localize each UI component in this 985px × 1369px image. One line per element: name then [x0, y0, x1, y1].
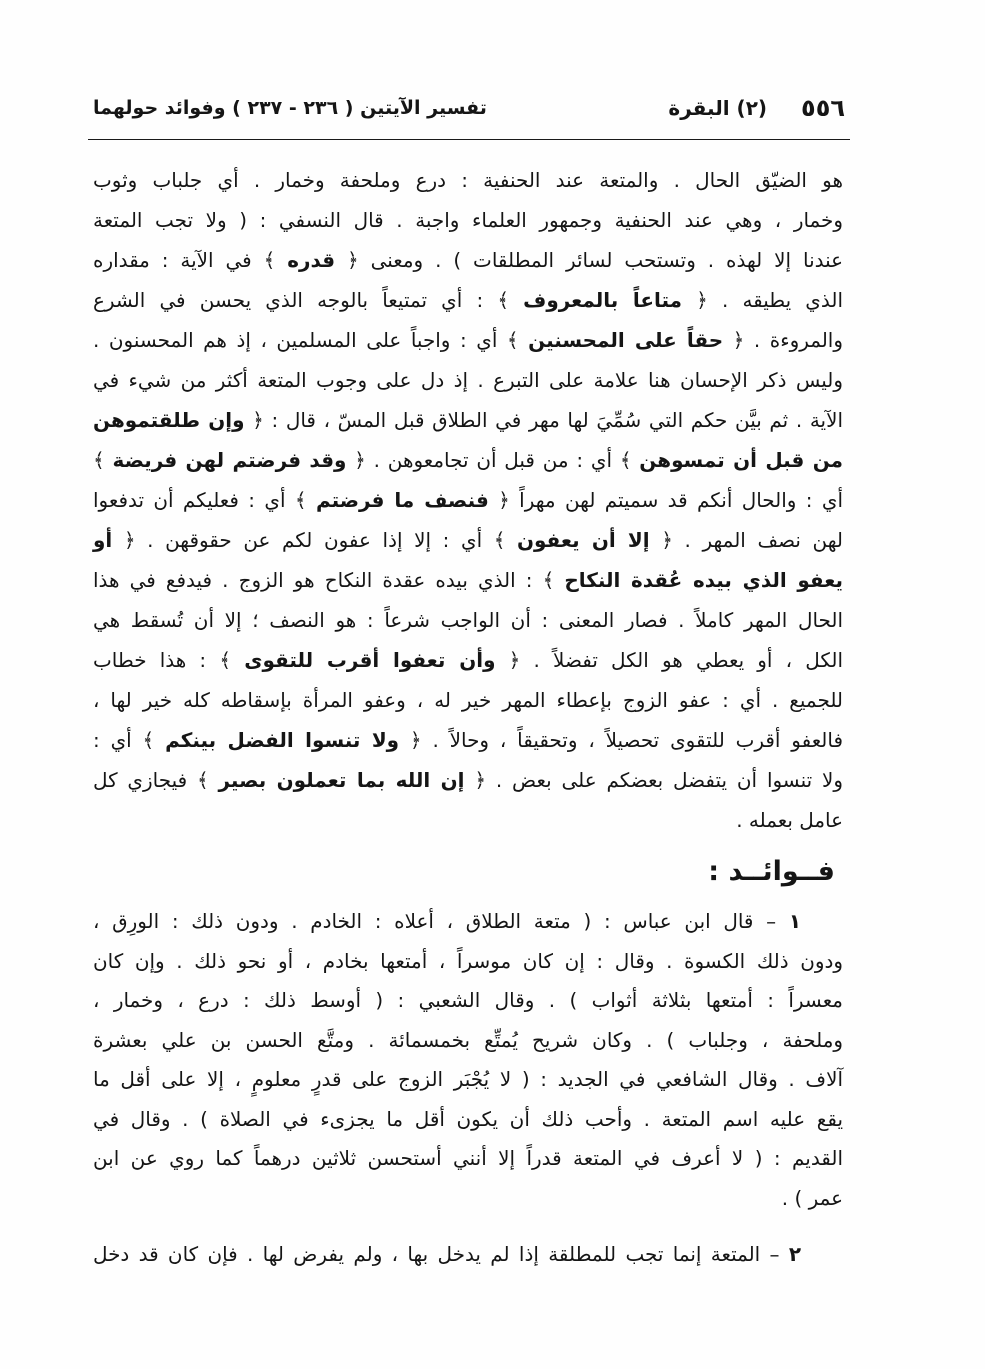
text-run: ﴾ : الذي بيده عقدة النكاح هو الزوج . فيدفع في هذا [93, 568, 565, 592]
text-line [93, 1179, 843, 1219]
text-run: الحال المهر كاملاً . فصار المعنى : أن الواجب شرعاً : هو النصف ؛ إلا أن تُسقط هي [93, 608, 843, 632]
text-line [93, 280, 843, 320]
text-line [93, 440, 843, 480]
text-line [93, 360, 843, 400]
header-rule [88, 139, 850, 140]
text-line [93, 320, 843, 360]
page-number: ٥٥٦ [801, 94, 845, 122]
text-run: الذي يطيقه . ﴿ [682, 288, 843, 312]
text-run: فالعفو أقرب للتقوى تحصيلاً ، وتحقيقاً ، وحالاً . ﴿ [399, 728, 843, 752]
text-run: وملحفة ، وجلباب ) . وكان شريح يُمتِّع بخمسمائة . ومتَّع الحسن بن علي بعشرة [93, 1027, 843, 1052]
text-run: يقع عليه اسم المتعة . وأحب ذلك أن يكون أقل ما يجزىء في الصلاة ) . وقال في [93, 1106, 843, 1131]
text-run: ﴾ : هذا خطاب [93, 648, 245, 672]
text-run: ﴾ فيجازي كل [93, 768, 219, 792]
text-run: ودون ذلك الكسوة . وقال : إن كان موسراً ، أمتعها بخادم ، أو نحو ذلك . وإن كان [93, 948, 843, 973]
text-run: ﴾ أي : واجباً على المسلمين ، إذ هم المحسنون . [93, 328, 529, 352]
text-line [93, 680, 843, 720]
emphasized-text: يعفو الذي بيده عُقدة النكاح [564, 568, 843, 592]
text-line [93, 942, 843, 982]
text-line [93, 1139, 843, 1179]
text-run: للجميع . أي : عفو الزوج بإعطاء المهر خير له ، وعفو المرأة بإسقاطه كله خير لها ، [93, 688, 843, 712]
text-line [93, 800, 843, 840]
emphasized-text: ١ [788, 909, 801, 933]
text-run: ولا تنسوا أن يتفضل بعضكم على بعض . ﴿ [464, 768, 843, 792]
text-line [93, 200, 843, 240]
emphasized-text: ٢ [788, 1242, 801, 1266]
emphasized-text: إن الله بما تعملون بصير [218, 768, 465, 792]
text-line [93, 640, 843, 680]
text-run: معسراً : أمتعها بثلاثة أثواب ) . وقال الشعبي : ( أوسط ذلك : درع ، وخمار ، [93, 988, 843, 1012]
benefit-item [93, 902, 843, 1218]
header-page-info [668, 94, 845, 122]
text-run: هو الضيّق الحال . والمتعة عند الحنفية : درع وملحفة وخمار . أي جلباب وثوب [93, 168, 843, 192]
running-header [93, 90, 845, 126]
commentary-paragraph [93, 160, 843, 840]
text-line [93, 760, 843, 800]
emphasized-text: حقاً على المحسنين [528, 328, 724, 352]
text-line [93, 981, 843, 1021]
text-run: عامل بعمله . [736, 808, 843, 832]
text-line [93, 240, 843, 280]
text-run: الكل ، أو يعطي هو الكل تفضلاً . ﴿ [495, 648, 844, 672]
text-line [93, 1021, 843, 1061]
text-line [93, 480, 843, 520]
emphasized-text: ولا تنسوا الفضل بينكم [165, 728, 400, 752]
emphasized-text: قدره [287, 248, 336, 272]
text-run: والمروءة . ﴿ [723, 328, 843, 352]
text-run: ﴾ أي : إلا إذا عفون لكم عن حقوقهن . ﴿ [112, 528, 518, 552]
text-run: أي : والحال أنكم قد سميتم لهن مهراً ﴿ [488, 488, 843, 512]
emphasized-text: وقد فرضتم لهن فريضة [112, 448, 347, 472]
text-run: وليس ذكر الإحسان هنا علامة على التبرع . إذ دل على وجوب المتعة أكثر من شيء في [93, 368, 843, 392]
text-run: ﴾ أي : [93, 728, 166, 752]
text-line [93, 1060, 843, 1100]
text-line [93, 902, 843, 942]
emphasized-text: وأن تعفوا أقرب للتقوى [244, 648, 496, 672]
section-title: تفسير الآيتين ( ٢٣٦ - ٢٣٧ ) وفوائد حولهما [93, 97, 487, 119]
text-run: عندنا إلا لهذه . وتستحب لسائر المطلقات ) . ومعنى ﴿ [335, 248, 843, 272]
text-run: ﴾ أي : من قبل أن تجامعوهن . ﴿ [346, 448, 640, 472]
text-run: – قال ابن عباس : ( متعة الطلاق ، أعلاه : الخادم . ودون ذلك : الورِق ، [93, 909, 789, 933]
emphasized-text: إلا أن يعفون [517, 528, 650, 552]
emphasized-text: من قبل أن تمسوهن [639, 448, 844, 472]
text-run: ﴾ أي : فعليكم أن تدفعوا [93, 488, 316, 512]
text-run: ﴾ في الآية : مقداره [93, 248, 288, 272]
text-line [93, 720, 843, 760]
text-line [93, 160, 843, 200]
text-line [93, 520, 843, 560]
text-line [93, 1235, 843, 1275]
text-run: الآية . ثم بيَّن حكم التي سُمِّيَ لها مهر في الطلاق قبل المسّ ، قال : ﴿ [244, 408, 843, 432]
emphasized-text: أو [93, 528, 113, 552]
emphasized-text: وإن طلقتموهن [93, 408, 245, 432]
text-run: وخمار ، وهي عند الحنفية وجمهور العلماء واجبة . قال النسفي : ( ولا تجب المتعة [93, 208, 843, 232]
text-run: ﴾ : أي تمتيعاً بالوجه الذي يحسن في الشرع [93, 288, 524, 312]
text-line [93, 560, 843, 600]
text-run: عمر ) . [781, 1185, 843, 1210]
text-run: آلاف . وقال الشافعي في الجديد : ( لا يُجْبَر الزوج على قدرٍ معلومٍ ، إلا على أقل ما [93, 1067, 843, 1091]
benefit-item [93, 1235, 843, 1275]
text-run: ﴾ [93, 448, 113, 472]
text-run: لهن نصف المهر . ﴿ [649, 528, 843, 552]
text-line [93, 1100, 843, 1140]
surah-label: (٢) البقرة [668, 96, 768, 120]
text-line [93, 600, 843, 640]
text-run: القديم : ( لا أعرف في المتعة قدراً إلا أنني أستحسن ثلاثين درهماً كما روي عن ابن [93, 1146, 843, 1170]
emphasized-text: فنصف ما فرضتم [315, 488, 489, 512]
text-line [93, 400, 843, 440]
benefits-heading: فــوائــد : [708, 856, 835, 887]
emphasized-text: متاعاً بالمعروف [523, 288, 683, 312]
text-run: – المتعة إنما تجب للمطلقة إذا لم يدخل بها ، ولم يفرض لها . فإن كان قد دخل [93, 1242, 789, 1266]
